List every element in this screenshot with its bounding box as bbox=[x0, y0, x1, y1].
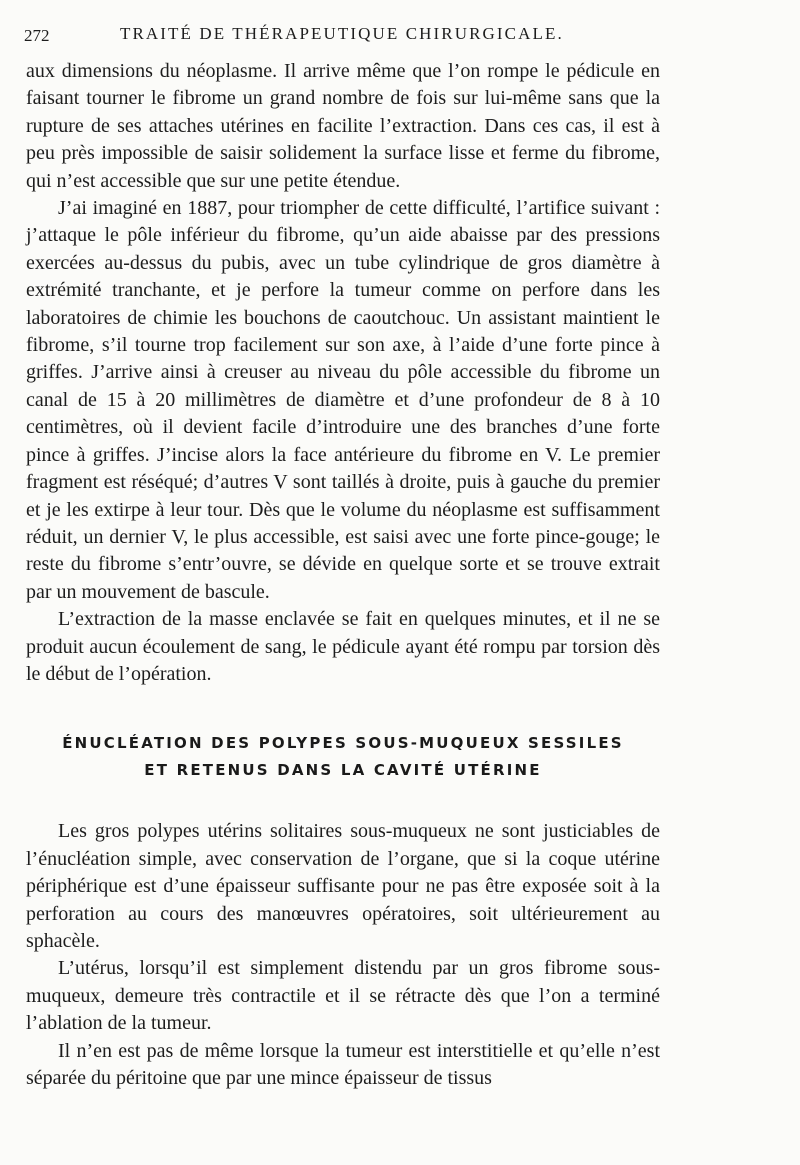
paragraph-continued: aux dimensions du néoplasme. Il arrive même que l’on rompe le pédicule en faisant tourner le fibrome un grand nombre de fois sur lui-même sans que la rupture de ses attaches utérines en facilite l’extraction. Dans ces cas, il est à peu près impossible de saisir solidement la surface lisse et ferme du fibrome, qui n’est accessible que sur une petite étendue. bbox=[26, 60, 660, 192]
section-heading-line: ET RETENUS DANS LA CAVITÉ UTÉRINE bbox=[144, 761, 542, 780]
section-heading-line: ÉNUCLÉATION DES POLYPES SOUS-MUQUEUX SESSILES bbox=[62, 734, 624, 753]
paragraph: Les gros polypes utérins solitaires sous-muqueux ne sont justiciables de l’énucléation simple, avec conservation de l’organe, que si la coque utérine périphérique est d’une épaisseur suffisante pour ne pas être exposée soit à la perforation au cours des manœuvres opératoires, soit ultérieurement au sphacèle. bbox=[26, 820, 660, 952]
paragraph: J’ai imaginé en 1887, pour triompher de cette difficulté, l’artifice suivant : j’attaque le pôle inférieur du fibrome, qu’un aide abaisse par des pressions exercées au-dessus du pubis, avec un tube cylindrique de gros diamètre à extrémité tranchante, et je perfore la tumeur comme on perfore dans les laboratoires de chimie les bouchons de caoutchouc. Un assistant maintient le fibrome, s’il tourne trop facilement sur son axe, à l’aide d’une forte pince à griffes. J’arrive ainsi à creuser au niveau du pôle accessible du fibrome un canal de 15 à 20 millimètres de diamètre et d’une profondeur de 8 à 10 centimètres, où il devient facile d’introduire une des branches d’une forte pince à griffes. J’incise alors la face antérieure du fibrome en V. Le premier fragment est réséqué; d’autres V sont taillés à droite, puis à gauche du premier et je les extirpe à leur tour. Dès que le volume du néoplasme est suffisamment réduit, un dernier V, le plus accessible, est saisi avec une forte pince-gouge; le reste du fibrome s’entr’ouvre, se dévide en quelque sorte et se trouve extrait par un mouvement de bascule. bbox=[26, 197, 660, 603]
page-number: 272 bbox=[24, 26, 50, 45]
body-text bbox=[26, 58, 660, 1092]
paragraph-truncated: Il n’en est pas de même lorsque la tumeur est interstitielle et qu’elle n’est séparée du péritoine que par une mince épaisseur de tissus bbox=[26, 1039, 660, 1089]
running-title: TRAITÉ DE THÉRAPEUTIQUE CHIRURGICALE. bbox=[120, 24, 564, 43]
paragraph: L’utérus, lorsqu’il est simplement distendu par un gros fibrome sous-muqueux, demeure très contractile et il se rétracte dès que l’on a terminé l’ablation de la tumeur. bbox=[26, 957, 660, 1035]
paragraph: L’extraction de la masse enclavée se fait en quelques minutes, et il ne se produit aucun écoulement de sang, le pédicule ayant été rompu par torsion dès le début de l’opération. bbox=[26, 608, 660, 685]
section-heading bbox=[26, 730, 660, 784]
running-header bbox=[24, 24, 704, 46]
